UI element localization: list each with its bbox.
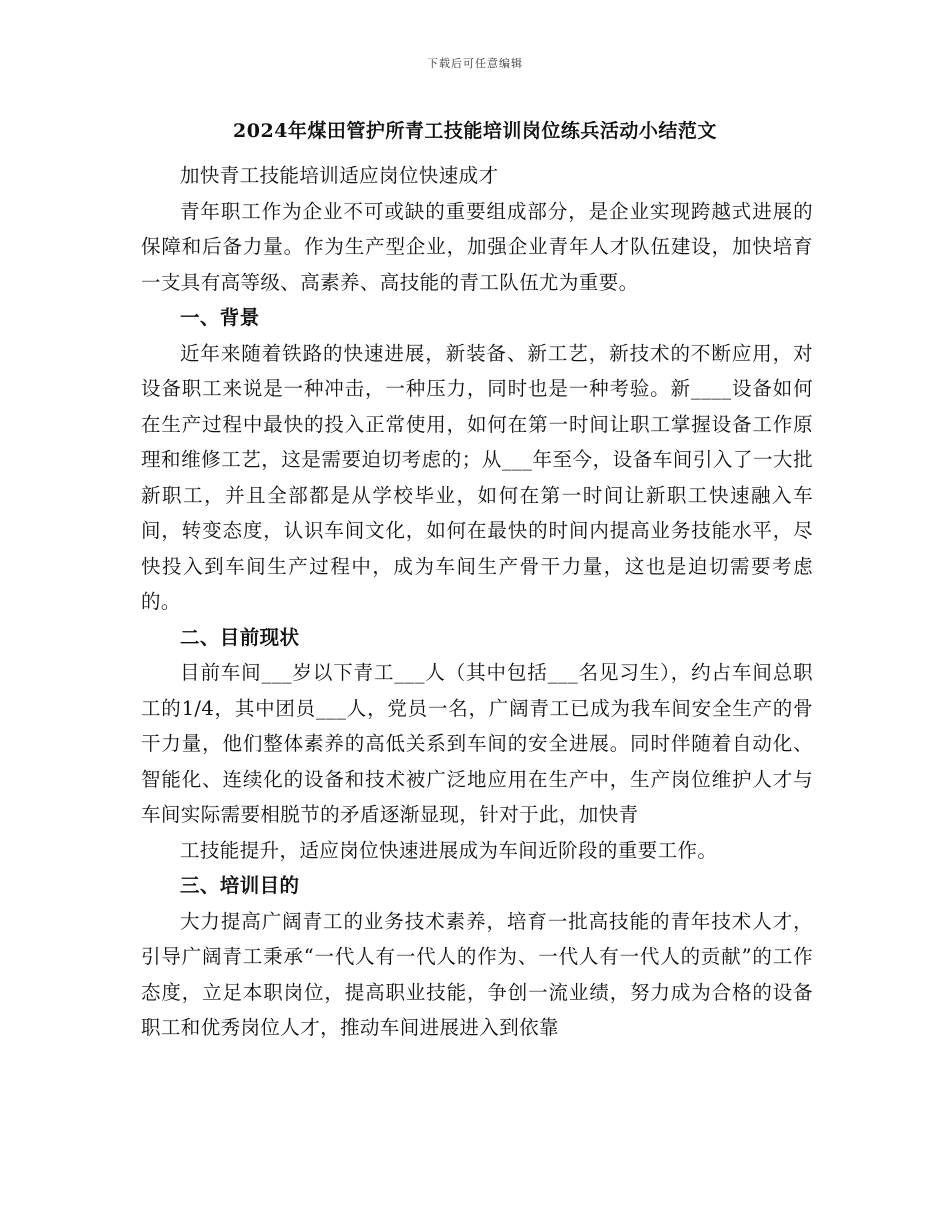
section-heading-status: 二、目前现状 — [180, 625, 300, 649]
header-note: 下载后可任意编辑 — [427, 57, 523, 70]
status-continuation-paragraph: 工技能提升，适应岗位快速进展成为车间近阶段的重要工作。 — [180, 838, 718, 862]
purpose-paragraph: 大力提高广阔青工的业务技术素养，培育一批高技能的青年技术人才，引导广阔青工秉承“一代人有一代人的作为、一代人有一代人的贡献”的工作态度，立足本职岗位，提高职业技能，争创一流业绩，努力成为合格的设备职工和优秀岗位人才，推动车间进展进入到依靠 — [141, 909, 813, 1039]
status-paragraph: 目前车间___岁以下青工___人（其中包括___名见习生），约占车间总职工的1/4，其中团员___人，党员一名，广阔青工已成为我车间安全生产的骨干力量，他们整体素养的高低关系到车间的安全进展。同时伴随着自动化、智能化、连续化的设备和技术被广泛地应用在生产中，生产岗位维护人才与车间实际需要相脱节的矛盾逐渐显现，针对于此，加快青 — [141, 661, 813, 826]
section-heading-background: 一、背景 — [180, 306, 260, 329]
subtitle-paragraph: 加快青工技能培训适应岗位快速成才 — [180, 164, 499, 187]
document-body — [141, 158, 813, 1046]
section-heading-purpose: 三、培训目的 — [180, 874, 300, 897]
document-title: 2024年煤田管护所青工技能培训岗位练兵活动小结范文 — [233, 120, 717, 142]
intro-paragraph: 青年职工作为企业不可或缺的重要组成部分，是企业实现跨越式进展的保障和后备力量。作为生产型企业，加强企业青年人才队伍建设，加快培育一支具有高等级、高素养、高技能的青工队伍尤为重要。 — [141, 199, 813, 294]
background-paragraph: 近年来随着铁路的快速进展，新装备、新工艺，新技术的不断应用，对设备职工来说是一种冲击，一种压力，同时也是一种考验。新____设备如何在生产过程中最快的投入正常使用，如何在第一时间让职工掌握设备工作原理和维修工艺，这是需要迫切考虑的；从___年至今，设备车间引入了一大批新职工，并且全部都是从学校毕业，如何在第一时间让新职工快速融入车间，转变态度，认识车间文化，如何在最快的时间内提高业务技能水平，尽快投入到车间生产过程中，成为车间生产骨干力量，这也是迫切需要考虑的。 — [141, 341, 813, 613]
